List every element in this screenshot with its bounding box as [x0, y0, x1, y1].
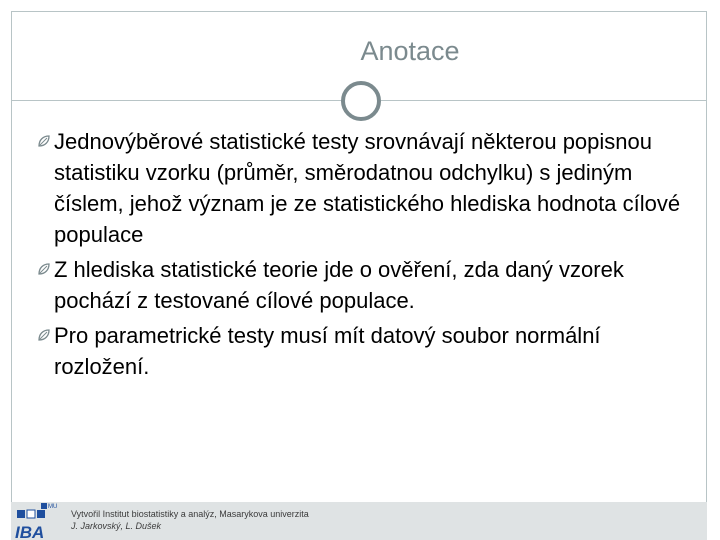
footer-institution: Vytvořil Institut biostatistiky a analýz, Masarykova univerzita: [71, 509, 309, 519]
bullet-text: Z hlediska statistické teorie jde o ověření, zda daný vzorek pochází z testované cílové populace.: [54, 257, 624, 313]
leaf-bullet-icon: [38, 329, 50, 341]
svg-text:MU: MU: [48, 504, 58, 510]
bullet-text: Jednovýběrové statistické testy srovnávají některou popisnou statistiku vzorku (průměr, směrodatnou odchylku) s jediným číslem, jehož význam je ze statistického hlediska hodnota cílové populace: [54, 129, 681, 247]
title-ring-ornament: [341, 81, 381, 121]
bullet-text: Pro parametrické testy musí mít datový soubor normální rozložení.: [54, 323, 601, 379]
iba-logo: [15, 502, 59, 540]
bullet-list: [38, 126, 698, 386]
footer-credits: [71, 508, 309, 532]
title-divider-left: [11, 100, 341, 101]
bullet-item: [38, 254, 698, 316]
slide-title: Anotace: [360, 36, 460, 66]
bullet-item: [38, 320, 698, 382]
footer-authors: J. Jarkovský, L. Dušek: [71, 521, 162, 531]
bullet-item: [38, 126, 698, 250]
leaf-bullet-icon: [38, 263, 50, 275]
leaf-bullet-icon: [38, 135, 50, 147]
title-divider-right: [381, 100, 707, 101]
svg-text:IBA: IBA: [15, 523, 45, 540]
